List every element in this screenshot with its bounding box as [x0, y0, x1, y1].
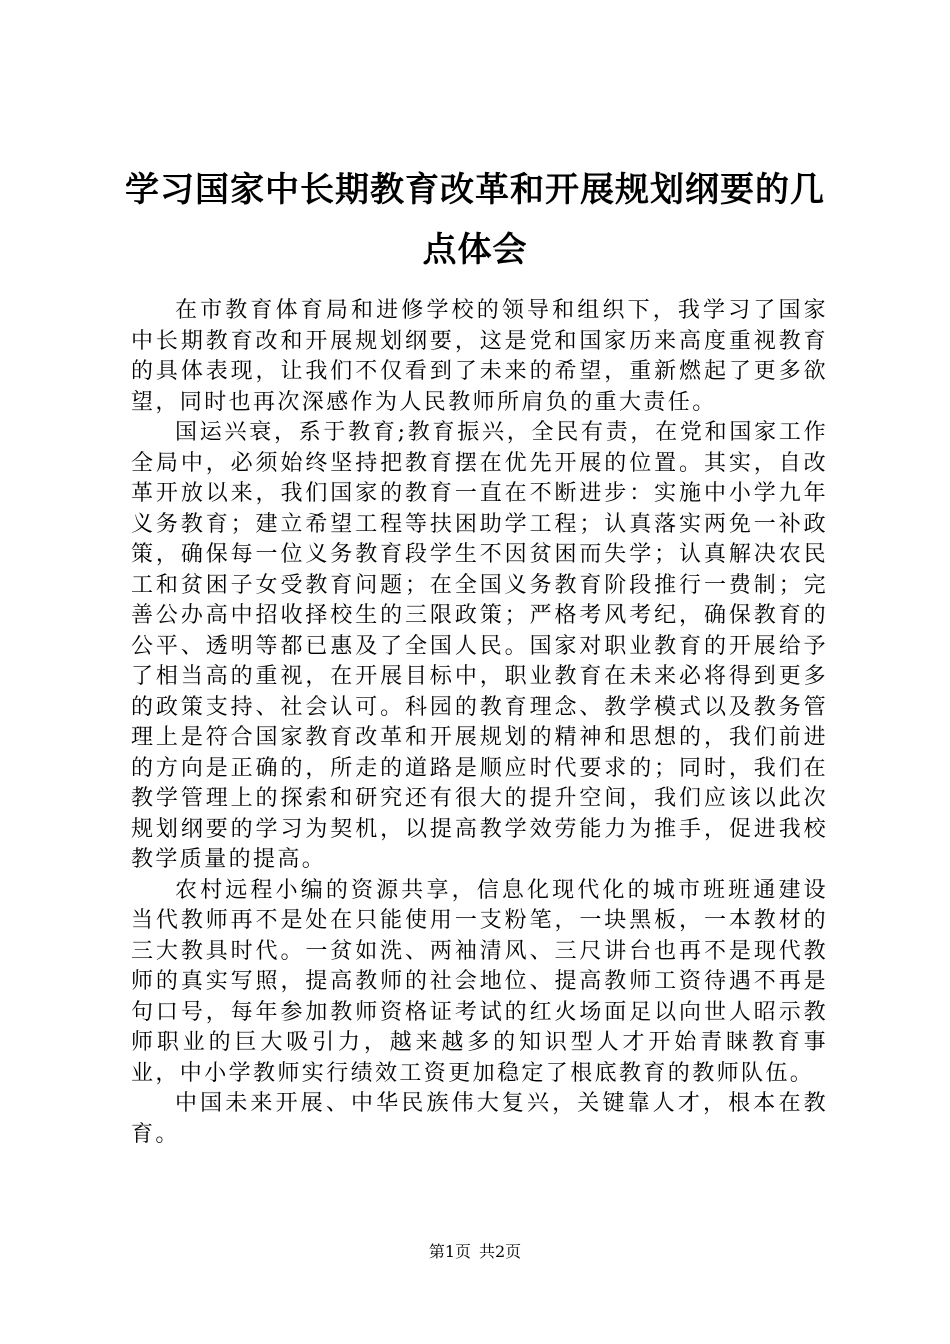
page-footer: [0, 1242, 950, 1262]
body-paragraph-3: 农村远程小编的资源共享，信息化现代化的城市班班通建设当代教师再不是处在只能使用一支粉笔，一块黑板，一本教材的三大教具时代。一贫如洗、两袖清风、三尺讲台也再不是现代教师的真实写照，提高教师的社会地位、提高教师工资待遇不再是句口号，每年参加教师资格证考试的红火场面足以向世人昭示教师职业的巨大吸引力，越来越多的知识型人才开始青睐教育事业，中小学教师实行绩效工资更加稳定了根底教育的教师队伍。: [131, 877, 828, 1086]
body-paragraph-2: 国运兴衰，系于教育;教育振兴，全民有责，在党和国家工作全局中，必须始终坚持把教育摆在优先开展的位置。其实，自改革开放以来，我们国家的教育一直在不断进步：实施中小学九年义务教育；建立希望工程等扶困助学工程；认真落实两免一补政策，确保每一位义务教育段学生不因贫困而失学；认真解决农民工和贫困子女受教育问题；在全国义务教育阶段推行一费制；完善公办高中招收择校生的三限政策；严格考风考纪，确保教育的公平、透明等都已惠及了全国人民。国家对职业教育的开展给予了相当高的重视，在开展目标中，职业教育在未来必将得到更多的政策支持、社会认可。科园的教育理念、教学模式以及教务管理上是符合国家教育改革和开展规划的精神和思想的，我们前进的方向是正确的，所走的道路是顺应时代要求的；同时，我们在教学管理上的探索和研究还有很大的提升空间，我们应该以此次规划纲要的学习为契机，以提高教学效劳能力为推手，促进我校教学质量的提高。: [131, 420, 828, 872]
body-paragraph-4: 中国未来开展、中华民族伟大复兴，关键靠人才，根本在教育。: [131, 1091, 828, 1147]
body-paragraph-1: 在市教育体育局和进修学校的领导和组织下，我学习了国家中长期教育改和开展规划纲要，这是党和国家历来高度重视教育的具体表现，让我们不仅看到了未来的希望，重新燃起了更多欲望，同时也再次深感作为人民教师所肩负的重大责任。: [131, 298, 828, 415]
document-body: [131, 296, 828, 1150]
document-title: 学习国家中长期教育改革和开展规划纲要的几点体会: [125, 170, 825, 270]
page-number-current: 第1页: [428, 1242, 471, 1261]
page-number-total: 共2页: [479, 1242, 522, 1261]
